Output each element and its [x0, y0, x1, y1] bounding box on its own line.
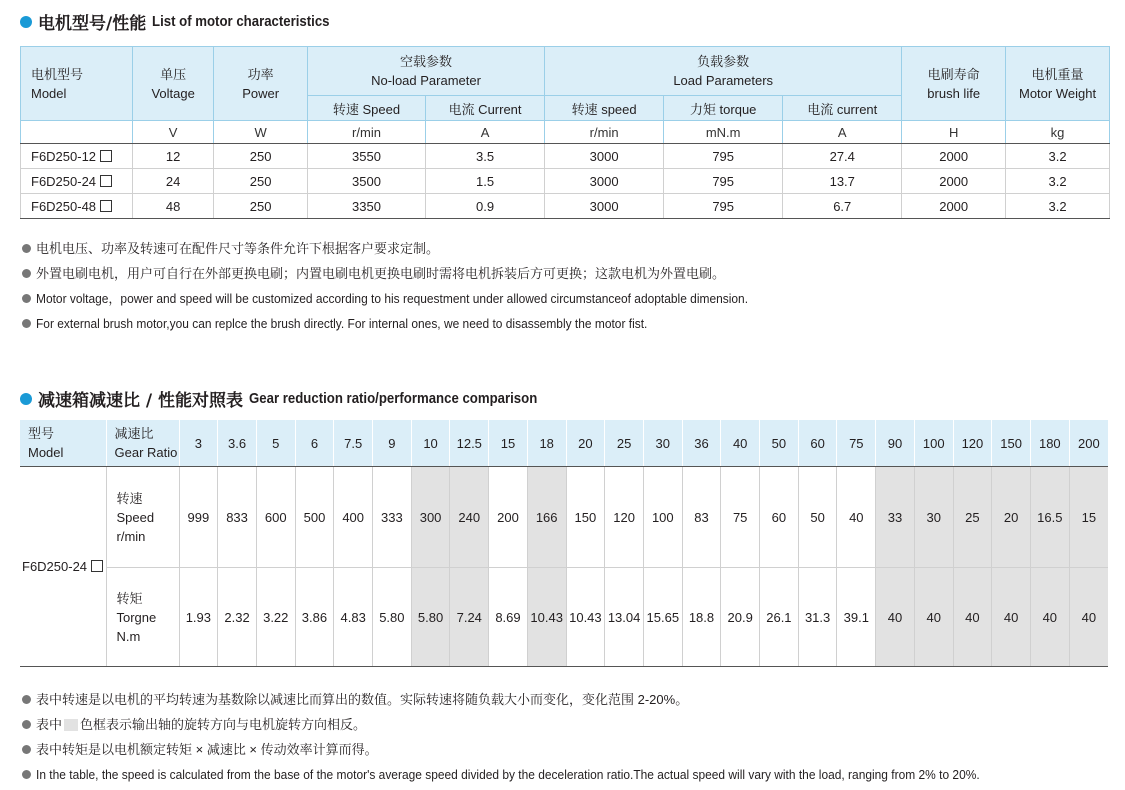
- th-noload: [307, 47, 544, 96]
- th-nl-current: 电流 Current: [426, 96, 545, 121]
- ratio-header-cell: 18: [527, 420, 566, 467]
- table-cell: 3.2: [1006, 194, 1110, 219]
- th-model: [21, 47, 133, 121]
- ratio-header-cell: 50: [760, 420, 799, 467]
- bullet-icon: [22, 269, 31, 278]
- th-load-en: Load Parameters: [673, 73, 774, 88]
- th-brush-cn: 电刷寿命: [927, 66, 980, 82]
- model-text: F6D250-48: [31, 198, 97, 214]
- ratio-header-cell: 25: [605, 420, 644, 467]
- unit-cell-blank: [21, 121, 133, 144]
- torque-cell: 4.83: [334, 568, 373, 667]
- torque-cell: 20.9: [721, 568, 760, 667]
- speed-cell: 20: [992, 467, 1031, 568]
- note-item: [22, 762, 1062, 787]
- model-cell: [21, 194, 133, 219]
- note-item: [22, 687, 1062, 712]
- th-model-en: Model: [31, 85, 67, 101]
- table-cell: 3350: [307, 194, 425, 219]
- model-cell: [20, 467, 106, 667]
- speed-cell: 50: [798, 467, 837, 568]
- note-text: 表中: [36, 717, 63, 732]
- table-cell: 2000: [902, 194, 1006, 219]
- torque-cell: 40: [1069, 568, 1108, 667]
- ratio-header-cell: 12.5: [450, 420, 489, 467]
- bullet-icon: [22, 244, 31, 253]
- th-gear-ratio: [106, 420, 179, 467]
- section2-title-en: Gear reduction ratio/performance comparison: [249, 390, 538, 407]
- th-ratio-cn: 减速比: [114, 426, 154, 441]
- bullet-dot-icon: [20, 393, 32, 405]
- th-brush-en: brush life: [927, 85, 981, 101]
- table-cell: 3000: [545, 169, 664, 194]
- th-weight-en: Motor Weight: [1019, 85, 1097, 101]
- ratio-header-cell: 75: [837, 420, 876, 467]
- note-text: 电机电压、功率及转速可在配件尺寸等条件允许下根据客户要求定制。: [36, 241, 440, 256]
- ratio-header-cell: 100: [914, 420, 953, 467]
- th-model-en: Model: [28, 445, 64, 460]
- th-l-speed: 转速 speed: [545, 96, 664, 121]
- ratio-header-cell: 3: [179, 420, 218, 467]
- note-text: In the table, the speed is calculated from the base of the motor's average speed divided by the deceleration ratio.The actual speed will vary with the load, ranging from 2% to 20%.: [36, 767, 980, 782]
- notes-1: [22, 236, 810, 336]
- speed-cell: 999: [179, 467, 218, 568]
- th-load: [545, 47, 902, 96]
- bullet-icon: [22, 294, 31, 303]
- ratio-header-cell: 15: [489, 420, 528, 467]
- torque-label: [106, 568, 179, 667]
- speed-label-en: Speed: [116, 509, 155, 525]
- bullet-icon: [22, 695, 31, 704]
- ratio-header-cell: 40: [721, 420, 760, 467]
- speed-cell: 40: [837, 467, 876, 568]
- unit-cell: A: [426, 121, 545, 144]
- torque-cell: 40: [953, 568, 992, 667]
- speed-cell: 240: [450, 467, 489, 568]
- section2-title-cn: 减速箱减速比 / 性能对照表: [38, 391, 244, 411]
- torque-cell: 10.43: [566, 568, 605, 667]
- checkbox-square-icon: [100, 200, 112, 212]
- speed-cell: 400: [334, 467, 373, 568]
- th-power-cn: 功率: [247, 66, 274, 82]
- table-cell: 3550: [307, 144, 425, 169]
- speed-cell: 25: [953, 467, 992, 568]
- speed-cell: 166: [527, 467, 566, 568]
- ratio-header-cell: 180: [1030, 420, 1069, 467]
- torque-cell: 5.80: [373, 568, 412, 667]
- ratio-header-cell: 200: [1069, 420, 1108, 467]
- th-weight: [1006, 47, 1110, 121]
- gear-ratio-table: [20, 420, 1108, 667]
- ratio-header-cell: 3.6: [218, 420, 257, 467]
- model-cell: [21, 144, 133, 169]
- note-text: Motor voltage，power and speed will be customized according to his requestment under allowed circumstanceof adoptable dimension.: [36, 291, 749, 306]
- torque-cell: 40: [876, 568, 915, 667]
- speed-cell: 120: [605, 467, 644, 568]
- table-cell: 250: [214, 144, 308, 169]
- torque-cell: 40: [914, 568, 953, 667]
- th-model: [20, 420, 106, 467]
- torque-cell: 7.24: [450, 568, 489, 667]
- speed-cell: 83: [682, 467, 721, 568]
- model-text: F6D250-24: [22, 559, 88, 574]
- table-cell: 24: [132, 169, 213, 194]
- note-item: [22, 261, 810, 286]
- table-cell: 250: [214, 169, 308, 194]
- bullet-dot-icon: [20, 16, 32, 28]
- section1-title: [20, 9, 354, 34]
- section1-title-en: List of motor characteristics: [152, 13, 330, 30]
- torque-label-en: Torgne: [116, 609, 157, 625]
- torque-cell: 10.43: [527, 568, 566, 667]
- checkbox-square-icon: [100, 175, 112, 187]
- table-cell: 795: [664, 194, 783, 219]
- section1-title-cn: 电机型号/性能: [38, 14, 147, 34]
- speed-cell: 15: [1069, 467, 1108, 568]
- note-text: 表中转矩是以电机额定转矩 × 减速比 × 传动效率计算而得。: [36, 742, 378, 757]
- th-voltage-cn: 单压: [160, 66, 187, 82]
- th-nl-speed: 转速 Speed: [307, 96, 425, 121]
- model-text: F6D250-24: [31, 173, 97, 189]
- th-voltage-en: Voltage: [151, 85, 195, 101]
- ratio-header-cell: 120: [953, 420, 992, 467]
- torque-cell: 26.1: [760, 568, 799, 667]
- grey-swatch-icon: [64, 719, 78, 731]
- table-cell: 795: [664, 144, 783, 169]
- note-item: [22, 311, 810, 336]
- torque-cell: 3.22: [256, 568, 295, 667]
- torque-cell: 13.04: [605, 568, 644, 667]
- table-cell: 6.7: [783, 194, 902, 219]
- ratio-header-cell: 6: [295, 420, 334, 467]
- torque-cell: 40: [1030, 568, 1069, 667]
- unit-cell: V: [132, 121, 213, 144]
- ratio-header-cell: 10: [411, 420, 450, 467]
- table-row: [21, 194, 1110, 219]
- note-text: 色框表示输出轴的旋转方向与电机旋转方向相反。: [80, 717, 367, 732]
- torque-cell: 40: [992, 568, 1031, 667]
- torque-cell: 31.3: [798, 568, 837, 667]
- ratio-header-cell: 60: [798, 420, 837, 467]
- note-text: 表中转速是以电机的平均转速为基数除以减速比而算出的数值。实际转速将随负载大小而变化，变化范围 2-20%。: [36, 692, 689, 707]
- table-cell: 250: [214, 194, 308, 219]
- checkbox-square-icon: [91, 560, 103, 572]
- table-cell: 13.7: [783, 169, 902, 194]
- table-cell: 3500: [307, 169, 425, 194]
- th-load-cn: 负载参数: [697, 54, 750, 69]
- bullet-icon: [22, 720, 31, 729]
- speed-cell: 75: [721, 467, 760, 568]
- note-item: [22, 286, 810, 311]
- note-item: [22, 236, 810, 261]
- note-item: [22, 712, 1062, 737]
- table-cell: 2000: [902, 169, 1006, 194]
- ratio-header-cell: 20: [566, 420, 605, 467]
- table-cell: 2000: [902, 144, 1006, 169]
- bullet-icon: [22, 745, 31, 754]
- th-brush-life: [902, 47, 1006, 121]
- speed-label-cn: 转速: [116, 490, 143, 506]
- unit-cell: A: [783, 121, 902, 144]
- torque-cell: 8.69: [489, 568, 528, 667]
- motor-characteristics-table: [20, 46, 1110, 219]
- th-weight-cn: 电机重量: [1031, 66, 1084, 82]
- note-item: [22, 737, 1062, 762]
- th-noload-en: No-load Parameter: [371, 73, 481, 88]
- table-cell: 3.2: [1006, 169, 1110, 194]
- table-cell: 3000: [545, 144, 664, 169]
- speed-unit: r/min: [116, 528, 146, 544]
- speed-cell: 200: [489, 467, 528, 568]
- th-power-en: Power: [242, 85, 280, 101]
- speed-cell: 333: [373, 467, 412, 568]
- table-cell: 27.4: [783, 144, 902, 169]
- table-cell: 3.2: [1006, 144, 1110, 169]
- unit-cell: mN.m: [664, 121, 783, 144]
- table-cell: 795: [664, 169, 783, 194]
- section2-title: [20, 386, 577, 411]
- ratio-header-cell: 5: [256, 420, 295, 467]
- th-model-cn: 电机型号: [31, 66, 84, 82]
- ratio-header-cell: 90: [876, 420, 915, 467]
- speed-label: [106, 467, 179, 568]
- unit-cell: W: [214, 121, 308, 144]
- torque-cell: 3.86: [295, 568, 334, 667]
- th-power: [214, 47, 308, 121]
- torque-cell: 15.65: [643, 568, 682, 667]
- bullet-icon: [22, 319, 31, 328]
- table-cell: 1.5: [426, 169, 545, 194]
- notes-2: [22, 687, 1062, 787]
- table-row: [21, 169, 1110, 194]
- torque-cell: 2.32: [218, 568, 257, 667]
- speed-cell: 600: [256, 467, 295, 568]
- th-l-torque: 力矩 torque: [664, 96, 783, 121]
- speed-cell: 60: [760, 467, 799, 568]
- checkbox-square-icon: [100, 150, 112, 162]
- unit-cell: kg: [1006, 121, 1110, 144]
- speed-cell: 500: [295, 467, 334, 568]
- table-cell: 3000: [545, 194, 664, 219]
- table-row: [21, 144, 1110, 169]
- speed-cell: 33: [876, 467, 915, 568]
- ratio-header-cell: 7.5: [334, 420, 373, 467]
- table-cell: 3.5: [426, 144, 545, 169]
- speed-cell: 150: [566, 467, 605, 568]
- table-cell: 48: [132, 194, 213, 219]
- unit-cell: r/min: [307, 121, 425, 144]
- torque-unit: N.m: [116, 628, 141, 644]
- ratio-header-cell: 30: [643, 420, 682, 467]
- torque-cell: 1.93: [179, 568, 218, 667]
- speed-cell: 833: [218, 467, 257, 568]
- note-text: For external brush motor,you can replce the brush directly. For internal ones, we need to disassembly the motor fist.: [36, 316, 648, 331]
- model-cell: [21, 169, 133, 194]
- speed-cell: 300: [411, 467, 450, 568]
- table-cell: 12: [132, 144, 213, 169]
- ratio-header-cell: 150: [992, 420, 1031, 467]
- torque-cell: 18.8: [682, 568, 721, 667]
- th-ratio-en: Gear Ratio: [114, 445, 178, 460]
- ratio-header-cell: 36: [682, 420, 721, 467]
- model-text: F6D250-12: [31, 148, 97, 164]
- unit-cell: r/min: [545, 121, 664, 144]
- torque-label-cn: 转矩: [116, 590, 143, 606]
- speed-cell: 100: [643, 467, 682, 568]
- ratio-header-cell: 9: [373, 420, 412, 467]
- table-cell: 0.9: [426, 194, 545, 219]
- torque-cell: 5.80: [411, 568, 450, 667]
- speed-cell: 30: [914, 467, 953, 568]
- th-l-current: 电流 current: [783, 96, 902, 121]
- note-text: 外置电刷电机，用户可自行在外部更换电刷；内置电刷电机更换电刷时需将电机拆装后方可更换；这款电机为外置电刷。: [36, 266, 726, 281]
- th-noload-cn: 空载参数: [400, 54, 453, 69]
- th-voltage: [132, 47, 213, 121]
- unit-cell: H: [902, 121, 1006, 144]
- th-model-cn: 型号: [28, 426, 55, 441]
- bullet-icon: [22, 770, 31, 779]
- torque-cell: 39.1: [837, 568, 876, 667]
- speed-cell: 16.5: [1030, 467, 1069, 568]
